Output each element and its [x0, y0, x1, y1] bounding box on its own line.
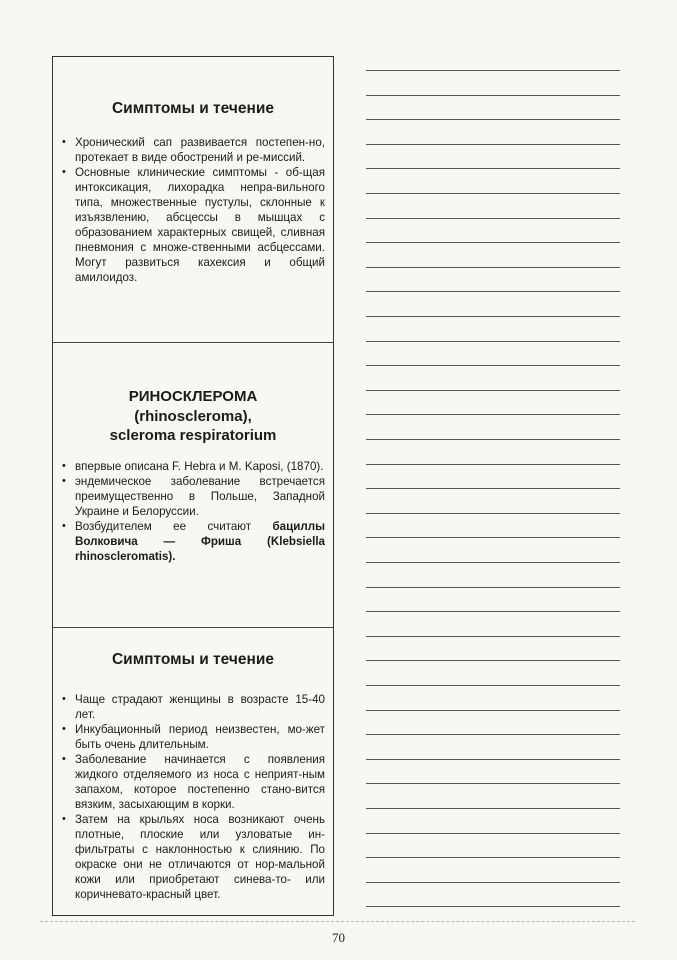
- note-line: [366, 857, 620, 858]
- note-line: [366, 833, 620, 834]
- lecture-cards: [52, 56, 334, 916]
- list-item: • эндемическое заболевание встречается преимущественно в Польше, Западной Украине и Белоруссии.: [61, 474, 325, 519]
- note-line: [366, 685, 620, 686]
- bullet-list: [61, 692, 325, 902]
- list-item: [61, 519, 325, 564]
- note-line: [366, 95, 620, 96]
- title-line: scleroma respiratorium: [109, 427, 277, 444]
- note-line: [366, 636, 620, 637]
- note-lines: [366, 0, 620, 930]
- list-item: • Основные клинические симптомы - об-щая интоксикация, лихорадка непра-вильного типа, множественные пустулы, склонные к изъязвлению, абсцессы в мышцах с образованием характерных свищей, сливная пневмония с множе-ственными асбцессами. Могут развиться кахексия и общий амилоидоз.: [61, 165, 325, 285]
- note-line: [366, 439, 620, 440]
- list-item: • Хронический сап развивается постепен-но, протекает в виде обострений и ре-миссий.: [61, 135, 325, 165]
- note-line: [366, 562, 620, 563]
- note-line: [366, 537, 620, 538]
- note-line: [366, 218, 620, 219]
- note-line: [366, 119, 620, 120]
- card-rhinoscleroma-symptoms: [53, 627, 333, 915]
- note-line: [366, 242, 620, 243]
- note-line: [366, 316, 620, 317]
- title-line: РИНОСКЛЕРОМА: [128, 388, 258, 405]
- card-rhinoscleroma: [53, 342, 333, 627]
- note-line: [366, 882, 620, 883]
- list-item: • Инкубационный период неизвестен, мо-жет быть очень длительным.: [61, 722, 325, 752]
- note-line: [366, 587, 620, 588]
- note-line: [366, 390, 620, 391]
- note-line: [366, 193, 620, 194]
- note-line: [366, 291, 620, 292]
- list-item: • Заболевание начинается с появления жидкого отделяемого из носа с неприят-ным запахом, которое постепенно стано-вится вязким, засыхающим в корки.: [61, 752, 325, 812]
- list-item-text: Возбудителем ее считают: [75, 519, 273, 533]
- card-title: Симптомы и течение: [111, 100, 274, 117]
- note-line: [366, 365, 620, 366]
- note-line: [366, 267, 620, 268]
- list-item: • Чаще страдают женщины в возрасте 15-40 лет.: [61, 692, 325, 722]
- note-line: [366, 611, 620, 612]
- card-title: [61, 387, 325, 446]
- title-line: (rhinoscleroma),: [134, 407, 252, 425]
- note-line: [366, 168, 620, 169]
- note-line: [366, 783, 620, 784]
- bullet-list: [61, 459, 325, 564]
- note-line: [366, 759, 620, 760]
- note-line: [366, 906, 620, 907]
- note-line: [366, 341, 620, 342]
- note-line: [366, 144, 620, 145]
- note-line: [366, 660, 620, 661]
- list-item: • Затем на крыльях носа возникают очень плотные, плоские или узловатые ин-фильтраты с наклонностью к слиянию. По окраске они не отличаются от нор-мальной кожи или приобретают синева-то- или коричневато-красный цвет.: [61, 812, 325, 902]
- note-line: [366, 70, 620, 71]
- card-title: Симптомы и течение: [111, 651, 274, 668]
- card-glanders-symptoms: [53, 57, 333, 342]
- page-bottom-rule: [40, 921, 635, 922]
- note-line: [366, 734, 620, 735]
- note-line: [366, 464, 620, 465]
- list-item: • впервые описана F. Hebra и M. Kaposi, (1870).: [61, 459, 325, 474]
- bullet-list: [61, 135, 325, 285]
- note-line: [366, 808, 620, 809]
- note-line: [366, 414, 620, 415]
- note-line: [366, 710, 620, 711]
- note-line: [366, 488, 620, 489]
- page-number: 70: [332, 930, 345, 945]
- note-line: [366, 513, 620, 514]
- list-item-bold-text: бациллы Волковича — Фриша (Klebsiella rhinoscleromatis).: [75, 519, 325, 563]
